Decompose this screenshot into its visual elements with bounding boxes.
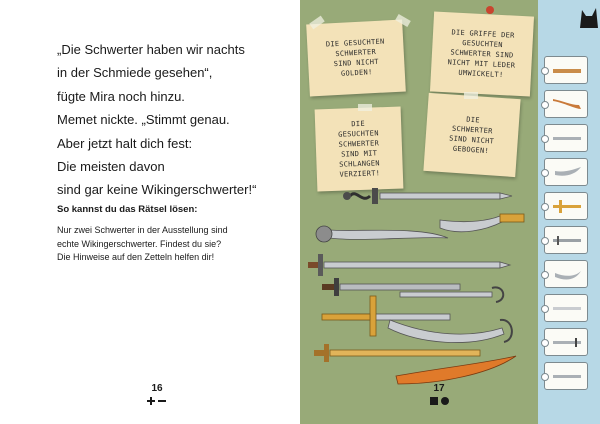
note-line: SIND NICHT	[333, 57, 380, 69]
clue-note-1	[306, 20, 406, 97]
sword-tile[interactable]	[544, 90, 588, 118]
clue-note-4	[423, 93, 520, 177]
howto-line: Die Hinweise auf den Zetteln helfen dir!	[57, 252, 215, 262]
story-line: fügte Mira noch hinzu.	[57, 88, 185, 104]
push-pin-icon	[486, 6, 494, 14]
story-line: Memet nickte. „Stimmt genau.	[57, 112, 230, 128]
select-tab[interactable]	[541, 135, 549, 143]
sword-icon	[545, 125, 589, 153]
sword-tile[interactable]	[544, 56, 588, 84]
plus-minus-symbol-icon	[142, 396, 172, 406]
note-line: SCHWERTER	[338, 139, 380, 149]
howto-line: echte Wikingerschwerter. Findest du sie?	[57, 238, 222, 249]
note-line: DIE	[351, 119, 366, 129]
page-number-left: 16	[151, 383, 163, 394]
story-line: in der Schmiede gesehen“,	[57, 65, 213, 81]
note-line: SIND MIT	[340, 149, 378, 159]
note-line: SCHWERTER	[335, 47, 377, 59]
story-line: Die meisten davon	[57, 159, 165, 175]
sword-tile[interactable]	[544, 294, 588, 322]
note-line: VERZIERT!	[339, 169, 381, 179]
curved-sword-icon	[545, 91, 589, 119]
sword-icon	[545, 329, 589, 357]
sword-tile[interactable]	[544, 158, 588, 186]
square-circle-symbol-icon	[424, 396, 454, 406]
sword-icon	[545, 363, 589, 391]
long-sword-icon	[308, 254, 510, 276]
note-line: UMWICKELT!	[458, 68, 504, 80]
note-line: SCHWERTER	[451, 124, 493, 136]
scimitar-icon	[545, 159, 589, 187]
story-text	[57, 38, 297, 202]
story-line: „Die Schwerter haben wir nachts	[57, 42, 245, 57]
sword-tile[interactable]	[544, 362, 588, 390]
note-line: SCHLANGEN	[339, 159, 380, 169]
story-line: sind gar keine Wikingerschwerter!“	[57, 182, 257, 198]
tape-strip	[464, 92, 478, 99]
select-tab[interactable]	[541, 203, 549, 211]
note-line: DIE	[466, 115, 481, 125]
note-line: SCHWERTER SIND	[450, 48, 514, 60]
sabre-icon	[545, 261, 589, 289]
sword-tile[interactable]	[544, 192, 588, 220]
howto-heading: So kannst du das Rätsel lösen:	[57, 204, 198, 215]
select-tab[interactable]	[541, 271, 549, 279]
select-tab[interactable]	[541, 169, 549, 177]
gold-hilt-sword-icon	[314, 344, 480, 362]
golden-sword-icon	[545, 193, 589, 221]
tape-strip	[358, 104, 372, 111]
select-tab[interactable]	[541, 339, 549, 347]
sword-tile[interactable]	[544, 328, 588, 356]
cat-silhouette-icon	[576, 0, 600, 28]
sword-icon	[545, 295, 589, 323]
sabre-icon	[388, 320, 512, 343]
note-line: GESUCHTEN	[462, 38, 504, 50]
note-line: DIE GESUCHTEN	[325, 37, 385, 49]
clue-note-2	[430, 11, 534, 96]
howto-text	[57, 224, 293, 265]
sword-tile[interactable]	[544, 226, 588, 254]
page-number-right: 17	[433, 383, 445, 394]
select-tab[interactable]	[541, 373, 549, 381]
swords-illustration	[300, 180, 538, 390]
orange-curved-sword-icon	[396, 356, 516, 384]
note-line: DIE GRIFFE DER	[451, 28, 515, 40]
note-line: GEBOGEN!	[452, 144, 490, 156]
note-line: GOLDEN!	[340, 68, 373, 78]
select-tab[interactable]	[541, 237, 549, 245]
select-tab[interactable]	[541, 67, 549, 75]
story-line: Aber jetzt halt dich fest:	[57, 135, 193, 151]
sword-tile[interactable]	[544, 124, 588, 152]
sword-tile[interactable]	[544, 260, 588, 288]
golden-sword-icon	[322, 296, 450, 336]
sword-icon	[343, 188, 512, 204]
select-tab[interactable]	[541, 305, 549, 313]
note-line: NICHT MIT LEDER	[447, 58, 516, 70]
howto-line: Nur zwei Schwerter in der Ausstellung sind	[57, 225, 228, 235]
note-line: SIND NICHT	[448, 134, 495, 146]
select-tab[interactable]	[541, 101, 549, 109]
sword-icon	[545, 227, 589, 255]
curved-dagger-icon	[440, 214, 524, 232]
scimitar-icon	[316, 226, 448, 242]
note-line: GESUCHTEN	[338, 129, 379, 139]
sword-icon	[545, 57, 589, 85]
clue-note-3	[315, 107, 404, 192]
